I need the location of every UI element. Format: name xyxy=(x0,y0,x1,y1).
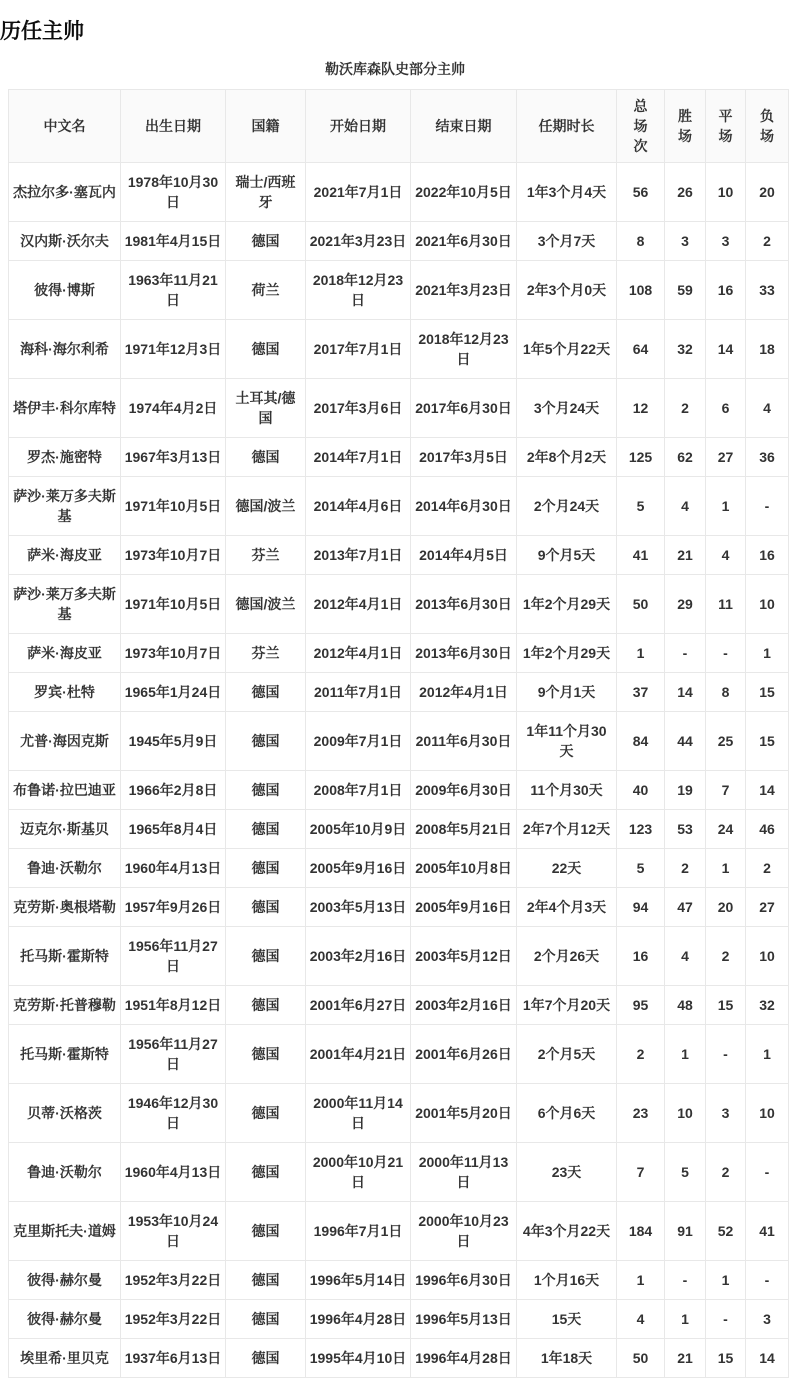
table-cell: 1年18天 xyxy=(517,1339,617,1378)
table-cell: 德国 xyxy=(226,1202,306,1261)
table-row xyxy=(9,163,789,222)
table-cell: 10 xyxy=(746,1084,789,1143)
table-cell: 1个月16天 xyxy=(517,1261,617,1300)
table-cell: 塔伊丰·科尔库特 xyxy=(9,379,121,438)
table-cell: 3 xyxy=(746,1300,789,1339)
header-cell: 负场 xyxy=(746,90,789,163)
table-cell: 1978年10月30日 xyxy=(121,163,226,222)
table-cell: 托马斯·霍斯特 xyxy=(9,927,121,986)
table-row xyxy=(9,320,789,379)
table-cell: 2021年7月1日 xyxy=(306,163,411,222)
table-cell: 5 xyxy=(617,849,665,888)
table-cell: 16 xyxy=(617,927,665,986)
table-cell: 2001年5月20日 xyxy=(411,1084,517,1143)
table-cell: 14 xyxy=(665,673,706,712)
table-cell: 1 xyxy=(706,1261,746,1300)
table-cell: 德国 xyxy=(226,1143,306,1202)
table-cell: 汉内斯·沃尔夫 xyxy=(9,222,121,261)
coach-history-table xyxy=(8,89,789,1378)
table-cell: 52 xyxy=(706,1202,746,1261)
table-cell: 1年7个月20天 xyxy=(517,986,617,1025)
table-cell: 2008年5月21日 xyxy=(411,810,517,849)
table-cell: 德国 xyxy=(226,438,306,477)
table-cell: - xyxy=(746,477,789,536)
table-cell: 2009年6月30日 xyxy=(411,771,517,810)
table-cell: 2017年6月30日 xyxy=(411,379,517,438)
table-cell: 23天 xyxy=(517,1143,617,1202)
table-row xyxy=(9,1202,789,1261)
table-cell: 41 xyxy=(746,1202,789,1261)
table-cell: 26 xyxy=(665,163,706,222)
header-cell: 任期时长 xyxy=(517,90,617,163)
table-cell: 24 xyxy=(706,810,746,849)
table-cell: 彼得·赫尔曼 xyxy=(9,1261,121,1300)
table-cell: 1946年12月30日 xyxy=(121,1084,226,1143)
table-cell: 1 xyxy=(665,1300,706,1339)
table-cell: 克劳斯·托普穆勒 xyxy=(9,986,121,1025)
table-cell: 2013年6月30日 xyxy=(411,634,517,673)
table-row xyxy=(9,849,789,888)
table-row xyxy=(9,1084,789,1143)
table-cell: 2001年6月27日 xyxy=(306,986,411,1025)
table-cell: 20 xyxy=(706,888,746,927)
table-cell: 84 xyxy=(617,712,665,771)
table-cell: 托马斯·霍斯特 xyxy=(9,1025,121,1084)
table-cell: 布鲁诺·拉巴迪亚 xyxy=(9,771,121,810)
table-cell: 29 xyxy=(665,575,706,634)
table-cell: 迈克尔·斯基贝 xyxy=(9,810,121,849)
table-cell: 32 xyxy=(746,986,789,1025)
table-cell: 3个月7天 xyxy=(517,222,617,261)
table-cell: 2021年6月30日 xyxy=(411,222,517,261)
table-cell: 2003年5月13日 xyxy=(306,888,411,927)
table-cell: 11 xyxy=(706,575,746,634)
table-cell: 2018年12月23日 xyxy=(411,320,517,379)
table-cell: - xyxy=(665,1261,706,1300)
table-cell: 克里斯托夫·道姆 xyxy=(9,1202,121,1261)
table-cell: 48 xyxy=(665,986,706,1025)
table-cell: 鲁迪·沃勒尔 xyxy=(9,1143,121,1202)
header-row xyxy=(9,90,789,163)
header-cell: 结束日期 xyxy=(411,90,517,163)
table-cell: 1971年12月3日 xyxy=(121,320,226,379)
table-cell: 1956年11月27日 xyxy=(121,1025,226,1084)
table-cell: 3 xyxy=(665,222,706,261)
table-cell: 1945年5月9日 xyxy=(121,712,226,771)
table-row xyxy=(9,927,789,986)
table-caption: 勒沃库森队史部分主帅 xyxy=(325,61,465,77)
table-cell: 1956年11月27日 xyxy=(121,927,226,986)
table-cell: 土耳其/德国 xyxy=(226,379,306,438)
table-cell: - xyxy=(706,1025,746,1084)
table-row xyxy=(9,771,789,810)
table-cell: 14 xyxy=(746,1339,789,1378)
table-cell: 2个月5天 xyxy=(517,1025,617,1084)
table-cell: 1963年11月21日 xyxy=(121,261,226,320)
table-cell: 1967年3月13日 xyxy=(121,438,226,477)
table-cell: 杰拉尔多·塞瓦内 xyxy=(9,163,121,222)
table-cell: 2014年4月5日 xyxy=(411,536,517,575)
table-cell: 萨沙·莱万多夫斯基 xyxy=(9,477,121,536)
table-cell: 7 xyxy=(706,771,746,810)
table-cell: 1974年4月2日 xyxy=(121,379,226,438)
table-cell: 94 xyxy=(617,888,665,927)
table-cell: 德国 xyxy=(226,222,306,261)
table-cell: 14 xyxy=(746,771,789,810)
table-cell: 海科·海尔利希 xyxy=(9,320,121,379)
table-cell: 德国 xyxy=(226,849,306,888)
table-cell: 12 xyxy=(617,379,665,438)
table-cell: 1996年5月14日 xyxy=(306,1261,411,1300)
table-cell: 德国 xyxy=(226,320,306,379)
table-cell: 德国 xyxy=(226,771,306,810)
table-cell: 2 xyxy=(746,222,789,261)
table-cell: 4 xyxy=(665,927,706,986)
table-cell: 1965年1月24日 xyxy=(121,673,226,712)
header-cell: 国籍 xyxy=(226,90,306,163)
table-cell: 14 xyxy=(706,320,746,379)
table-cell: 萨沙·莱万多夫斯基 xyxy=(9,575,121,634)
table-cell: 2009年7月1日 xyxy=(306,712,411,771)
table-row xyxy=(9,536,789,575)
page-title: 历任主帅 xyxy=(0,20,84,43)
table-cell: 2 xyxy=(665,379,706,438)
table-cell: 德国 xyxy=(226,810,306,849)
table-cell: 22天 xyxy=(517,849,617,888)
table-row xyxy=(9,575,789,634)
table-cell: 1年2个月29天 xyxy=(517,634,617,673)
table-cell: 德国 xyxy=(226,1300,306,1339)
table-cell: 184 xyxy=(617,1202,665,1261)
table-cell: 56 xyxy=(617,163,665,222)
table-cell: 德国 xyxy=(226,673,306,712)
table-cell: 荷兰 xyxy=(226,261,306,320)
table-cell: 46 xyxy=(746,810,789,849)
header-cell: 平场 xyxy=(706,90,746,163)
table-cell: 埃里希·里贝克 xyxy=(9,1339,121,1378)
table-cell: 2003年5月12日 xyxy=(411,927,517,986)
table-cell: 4年3个月22天 xyxy=(517,1202,617,1261)
table-cell: 15天 xyxy=(517,1300,617,1339)
table-cell: 1952年3月22日 xyxy=(121,1261,226,1300)
table-cell: 4 xyxy=(746,379,789,438)
table-row xyxy=(9,1300,789,1339)
table-cell: 2年7个月12天 xyxy=(517,810,617,849)
table-cell: 23 xyxy=(617,1084,665,1143)
table-row xyxy=(9,634,789,673)
table-row xyxy=(9,438,789,477)
table-cell: 10 xyxy=(746,927,789,986)
table-cell: 8 xyxy=(706,673,746,712)
table-cell: 123 xyxy=(617,810,665,849)
table-cell: 36 xyxy=(746,438,789,477)
table-row xyxy=(9,712,789,771)
header-cell: 胜场 xyxy=(665,90,706,163)
table-cell: 2000年11月14日 xyxy=(306,1084,411,1143)
table-cell: 1971年10月5日 xyxy=(121,575,226,634)
table-cell: 4 xyxy=(665,477,706,536)
table-cell: 2008年7月1日 xyxy=(306,771,411,810)
table-cell: - xyxy=(665,634,706,673)
table-cell: 罗宾·杜特 xyxy=(9,673,121,712)
table-cell: 2 xyxy=(665,849,706,888)
table-cell: 德国 xyxy=(226,1025,306,1084)
table-cell: 6个月6天 xyxy=(517,1084,617,1143)
table-cell: 2005年9月16日 xyxy=(411,888,517,927)
table-cell: 5 xyxy=(665,1143,706,1202)
table-cell: 32 xyxy=(665,320,706,379)
table-cell: 44 xyxy=(665,712,706,771)
table-cell: - xyxy=(706,634,746,673)
table-cell: 10 xyxy=(665,1084,706,1143)
table-cell: 2001年4月21日 xyxy=(306,1025,411,1084)
table-cell: 2021年3月23日 xyxy=(306,222,411,261)
table-cell: 1996年7月1日 xyxy=(306,1202,411,1261)
table-cell: 1 xyxy=(617,634,665,673)
table-cell: 3个月24天 xyxy=(517,379,617,438)
table-cell: 2017年3月5日 xyxy=(411,438,517,477)
table-cell: 59 xyxy=(665,261,706,320)
table-cell: 1 xyxy=(746,634,789,673)
table-cell: 53 xyxy=(665,810,706,849)
table-cell: 芬兰 xyxy=(226,634,306,673)
table-cell: 2014年4月6日 xyxy=(306,477,411,536)
table-cell: 4 xyxy=(617,1300,665,1339)
table-cell: 2年8个月2天 xyxy=(517,438,617,477)
table-cell: 2012年4月1日 xyxy=(306,634,411,673)
table-cell: 95 xyxy=(617,986,665,1025)
table-cell: 125 xyxy=(617,438,665,477)
table-body xyxy=(9,163,789,1378)
table-cell: 20 xyxy=(746,163,789,222)
table-cell: 21 xyxy=(665,536,706,575)
table-cell: 16 xyxy=(746,536,789,575)
table-cell: 1951年8月12日 xyxy=(121,986,226,1025)
table-cell: 2014年6月30日 xyxy=(411,477,517,536)
table-cell: 27 xyxy=(746,888,789,927)
table-cell: 3 xyxy=(706,1084,746,1143)
table-cell: 41 xyxy=(617,536,665,575)
table-header xyxy=(9,90,789,163)
table-cell: 1996年4月28日 xyxy=(411,1339,517,1378)
table-cell: 2 xyxy=(746,849,789,888)
table-cell: 19 xyxy=(665,771,706,810)
table-cell: 德国 xyxy=(226,712,306,771)
table-cell: 2个月26天 xyxy=(517,927,617,986)
table-cell: 6 xyxy=(706,379,746,438)
table-cell: 1960年4月13日 xyxy=(121,1143,226,1202)
table-cell: 16 xyxy=(706,261,746,320)
table-cell: 2013年7月1日 xyxy=(306,536,411,575)
table-cell: 33 xyxy=(746,261,789,320)
table-cell: 1996年4月28日 xyxy=(306,1300,411,1339)
table-row xyxy=(9,261,789,320)
table-cell: 2个月24天 xyxy=(517,477,617,536)
table-row xyxy=(9,986,789,1025)
table-cell: 1年2个月29天 xyxy=(517,575,617,634)
table-cell: 2003年2月16日 xyxy=(306,927,411,986)
table-cell: 瑞士/西班牙 xyxy=(226,163,306,222)
table-cell: 2 xyxy=(706,1143,746,1202)
table-cell: 2000年10月23日 xyxy=(411,1202,517,1261)
table-cell: 1965年8月4日 xyxy=(121,810,226,849)
table-cell: - xyxy=(746,1261,789,1300)
table-cell: 10 xyxy=(706,163,746,222)
table-cell: 9个月5天 xyxy=(517,536,617,575)
table-row xyxy=(9,1261,789,1300)
table-cell: 1957年9月26日 xyxy=(121,888,226,927)
table-row xyxy=(9,1025,789,1084)
table-cell: 2000年10月21日 xyxy=(306,1143,411,1202)
table-cell: 2021年3月23日 xyxy=(411,261,517,320)
table-cell: 德国/波兰 xyxy=(226,477,306,536)
table-cell: - xyxy=(746,1143,789,1202)
table-cell: 2000年11月13日 xyxy=(411,1143,517,1202)
table-cell: 2012年4月1日 xyxy=(306,575,411,634)
table-cell: 德国/波兰 xyxy=(226,575,306,634)
table-row xyxy=(9,1339,789,1378)
table-cell: 鲁迪·沃勒尔 xyxy=(9,849,121,888)
table-cell: 2022年10月5日 xyxy=(411,163,517,222)
table-cell: 15 xyxy=(746,712,789,771)
table-cell: 2017年3月6日 xyxy=(306,379,411,438)
table-cell: 47 xyxy=(665,888,706,927)
table-cell: 40 xyxy=(617,771,665,810)
table-cell: 15 xyxy=(706,1339,746,1378)
table-cell: 1 xyxy=(706,849,746,888)
table-cell: 4 xyxy=(706,536,746,575)
table-cell: 彼得·赫尔曼 xyxy=(9,1300,121,1339)
table-cell: 2018年12月23日 xyxy=(306,261,411,320)
table-cell: 1年5个月22天 xyxy=(517,320,617,379)
table-cell: 8 xyxy=(617,222,665,261)
table-cell: 1952年3月22日 xyxy=(121,1300,226,1339)
table-cell: 2005年10月8日 xyxy=(411,849,517,888)
table-cell: 62 xyxy=(665,438,706,477)
table-cell: 芬兰 xyxy=(226,536,306,575)
table-cell: 9个月1天 xyxy=(517,673,617,712)
table-cell: 10 xyxy=(746,575,789,634)
table-cell: 1953年10月24日 xyxy=(121,1202,226,1261)
table-cell: 1973年10月7日 xyxy=(121,536,226,575)
table-cell: 15 xyxy=(706,986,746,1025)
table-cell: 萨米·海皮亚 xyxy=(9,536,121,575)
table-row xyxy=(9,888,789,927)
table-cell: 2013年6月30日 xyxy=(411,575,517,634)
table-cell: 64 xyxy=(617,320,665,379)
table-cell: 罗杰·施密特 xyxy=(9,438,121,477)
table-cell: 德国 xyxy=(226,986,306,1025)
table-cell: 2 xyxy=(617,1025,665,1084)
table-cell: 2年4个月3天 xyxy=(517,888,617,927)
table-row xyxy=(9,222,789,261)
table-cell: 彼得·博斯 xyxy=(9,261,121,320)
table-cell: - xyxy=(706,1300,746,1339)
table-cell: 108 xyxy=(617,261,665,320)
table-cell: 2003年2月16日 xyxy=(411,986,517,1025)
table-cell: 5 xyxy=(617,477,665,536)
table-cell: 尤普·海因克斯 xyxy=(9,712,121,771)
table-cell: 2005年10月9日 xyxy=(306,810,411,849)
table-cell: 50 xyxy=(617,1339,665,1378)
table-row xyxy=(9,1143,789,1202)
table-cell: 1966年2月8日 xyxy=(121,771,226,810)
table-cell: 德国 xyxy=(226,927,306,986)
table-cell: 德国 xyxy=(226,1084,306,1143)
table-cell: 2011年7月1日 xyxy=(306,673,411,712)
table-row xyxy=(9,810,789,849)
table-cell: 2012年4月1日 xyxy=(411,673,517,712)
table-cell: 1973年10月7日 xyxy=(121,634,226,673)
table-cell: 贝蒂·沃格茨 xyxy=(9,1084,121,1143)
table-cell: 11个月30天 xyxy=(517,771,617,810)
table-cell: 1 xyxy=(706,477,746,536)
table-cell: 2017年7月1日 xyxy=(306,320,411,379)
header-cell: 中文名 xyxy=(9,90,121,163)
table-cell: 1年11个月30天 xyxy=(517,712,617,771)
table-row xyxy=(9,673,789,712)
table-cell: 1937年6月13日 xyxy=(121,1339,226,1378)
table-cell: 50 xyxy=(617,575,665,634)
table-cell: 1 xyxy=(746,1025,789,1084)
table-cell: 18 xyxy=(746,320,789,379)
header-cell: 出生日期 xyxy=(121,90,226,163)
table-cell: 1 xyxy=(617,1261,665,1300)
table-cell: 7 xyxy=(617,1143,665,1202)
table-cell: 2011年6月30日 xyxy=(411,712,517,771)
table-cell: 37 xyxy=(617,673,665,712)
table-cell: 克劳斯·奥根塔勒 xyxy=(9,888,121,927)
table-cell: 1960年4月13日 xyxy=(121,849,226,888)
table-cell: 27 xyxy=(706,438,746,477)
table-cell: 15 xyxy=(746,673,789,712)
table-cell: 1996年5月13日 xyxy=(411,1300,517,1339)
table-row xyxy=(9,379,789,438)
table-cell: 2年3个月0天 xyxy=(517,261,617,320)
table-cell: 21 xyxy=(665,1339,706,1378)
table-cell: 1996年6月30日 xyxy=(411,1261,517,1300)
table-cell: 2001年6月26日 xyxy=(411,1025,517,1084)
table-cell: 2014年7月1日 xyxy=(306,438,411,477)
table-cell: 萨米·海皮亚 xyxy=(9,634,121,673)
table-cell: 91 xyxy=(665,1202,706,1261)
table-row xyxy=(9,477,789,536)
table-cell: 3 xyxy=(706,222,746,261)
header-cell: 开始日期 xyxy=(306,90,411,163)
table-cell: 德国 xyxy=(226,1339,306,1378)
table-cell: 1年3个月4天 xyxy=(517,163,617,222)
table-cell: 1981年4月15日 xyxy=(121,222,226,261)
table-cell: 1995年4月10日 xyxy=(306,1339,411,1378)
table-cell: 1 xyxy=(665,1025,706,1084)
table-cell: 德国 xyxy=(226,888,306,927)
header-cell: 总场次 xyxy=(617,90,665,163)
table-cell: 25 xyxy=(706,712,746,771)
table-cell: 2005年9月16日 xyxy=(306,849,411,888)
table-cell: 1971年10月5日 xyxy=(121,477,226,536)
table-cell: 2 xyxy=(706,927,746,986)
table-cell: 德国 xyxy=(226,1261,306,1300)
